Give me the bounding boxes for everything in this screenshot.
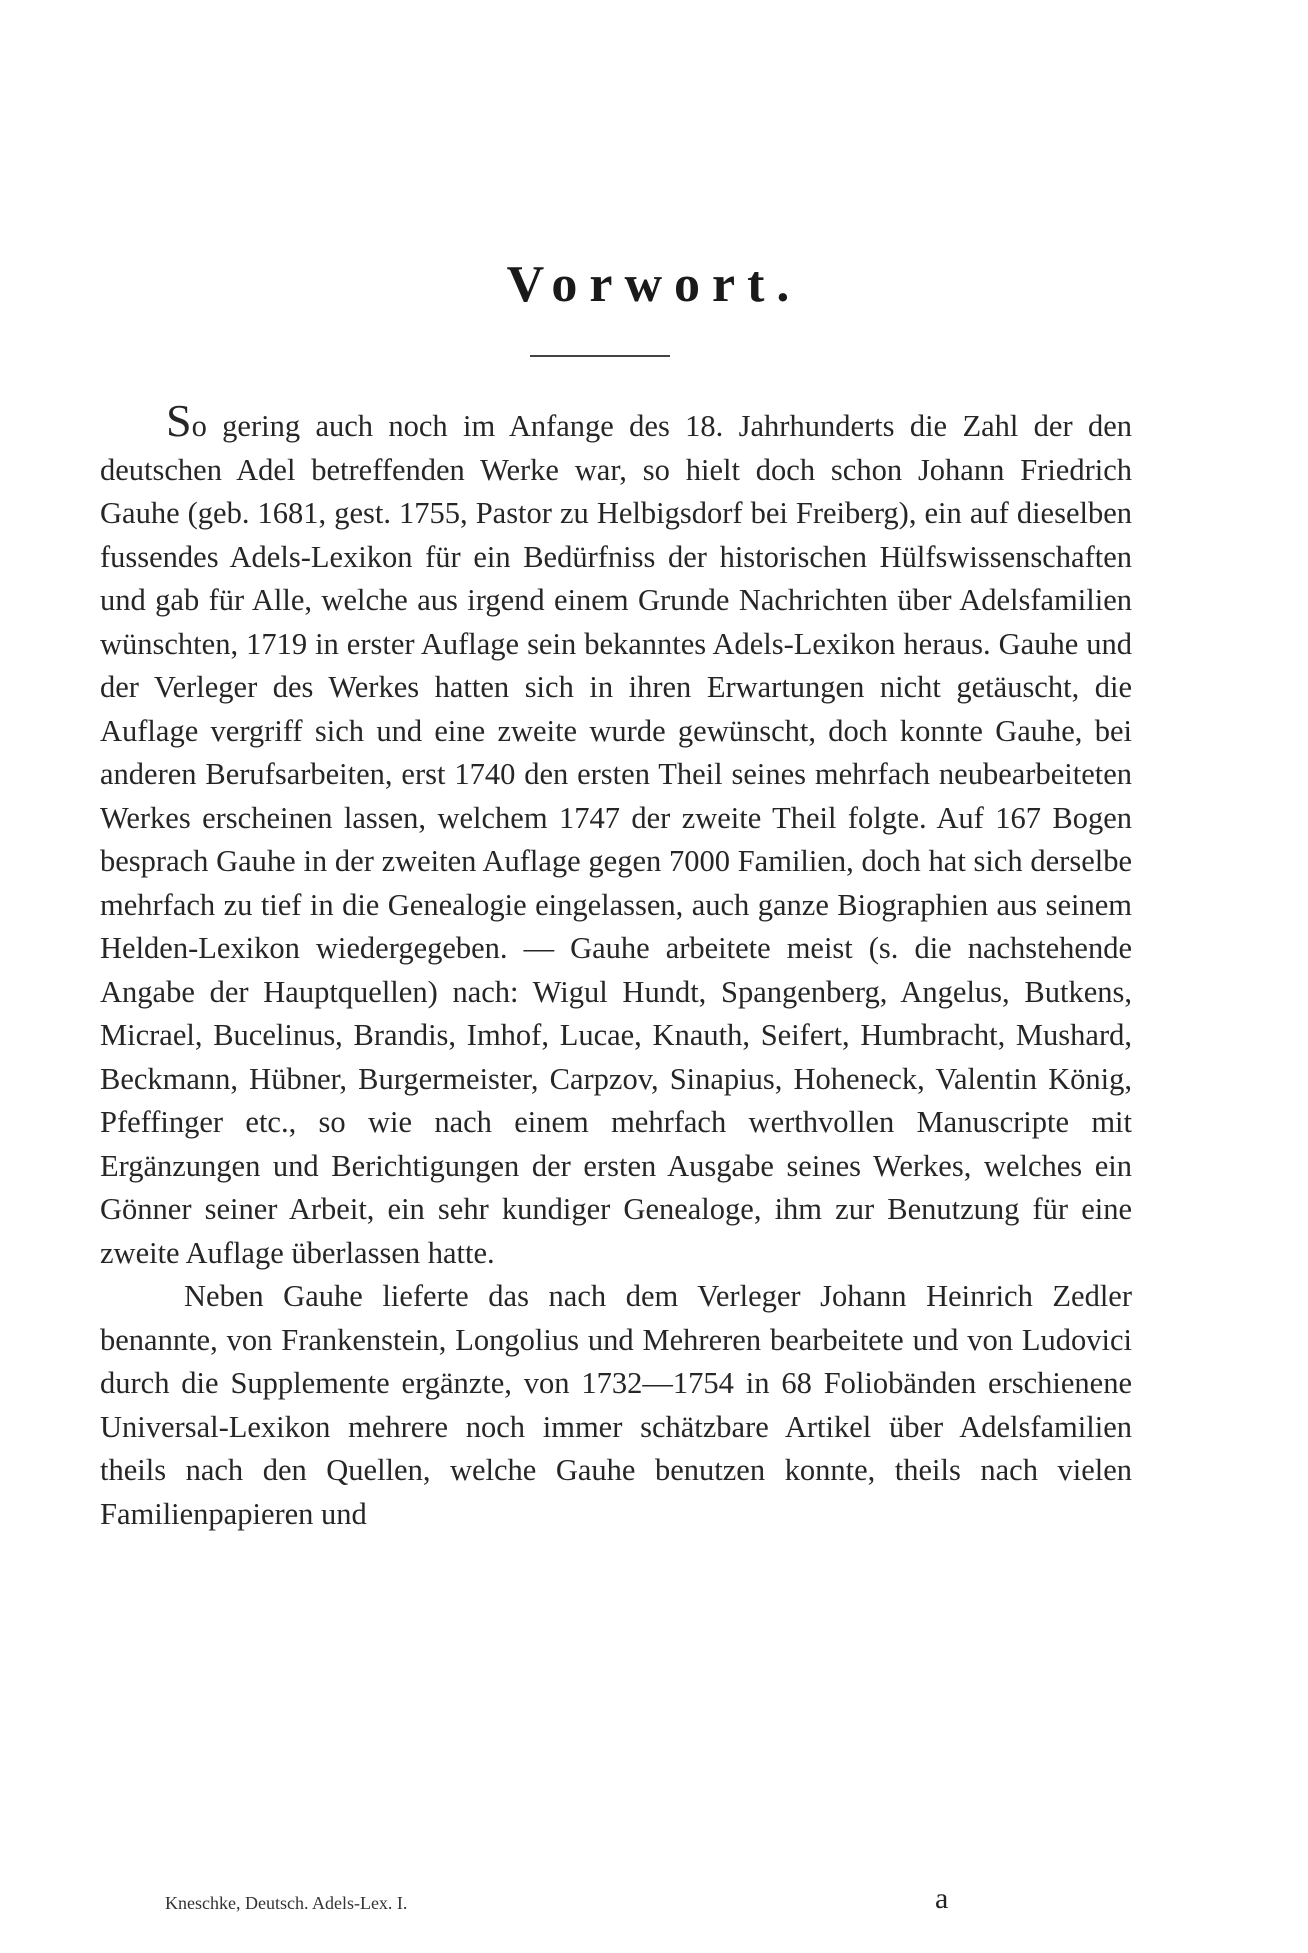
sheet-signature-mark: a: [935, 1882, 949, 1915]
paragraph-2-text: Neben Gauhe lieferte das nach dem Verleger Johann Heinrich Zedler benannte, von Frankenstein, Longolius und Mehreren bearbeitete und von Ludovici durch die Supplemente ergänzte, von 1732—1754 in 68 Foliobänden erschienene Universal-Lexikon mehrere noch immer schätzbare Artikel über Adelsfamilien theils nach den Quellen, welche Gauhe benutzen konnte, theils nach vielen Familienpapieren und: [100, 1279, 1132, 1531]
paragraph-1-text: o gering auch noch im Anfange des 18. Jahrhunderts die Zahl der den deutschen Adel betreffenden Werke war, so hielt doch schon Johann Friedrich Gauhe (geb. 1681, gest. 1755, Pastor zu Helbigsdorf bei Freiberg), ein auf dieselben fussendes Adels-Lexikon für ein Bedürfniss der historischen Hülfswissenschaften und gab für Alle, welche aus irgend einem Grunde Nachrichten über Adelsfamilien wünschten, 1719 in erster Auflage sein bekanntes Adels-Lexikon heraus. Gauhe und der Verleger des Werkes hatten sich in ihren Erwartungen nicht getäuscht, die Auflage vergriff sich und eine zweite wurde gewünscht, doch konnte Gauhe, bei anderen Berufsarbeiten, erst 1740 den ersten Theil seines mehrfach neubearbeiteten Werkes erscheinen lassen, welchem 1747 der zweite Theil folgte. Auf 167 Bogen besprach Gauhe in der zweiten Auflage gegen 7000 Familien, doch hat sich derselbe mehrfach zu tief in die Genealogie eingelassen, auch ganze Biographien aus seinem Helden-Lexikon wiedergegeben. — Gauhe arbeitete meist (s. die nachstehende Angabe der Hauptquellen) nach: Wigul Hundt, Spangenberg, Angelus, Butkens, Micrael, Bucelinus, Brandis, Imhof, Lucae, Knauth, Seifert, Humbracht, Mushard, Beckmann, Hübner, Burgermeister, Carpzov, Sinapius, Hoheneck, Valentin König, Pfeffinger etc., so wie nach einem mehrfach werthvollen Manuscripte mit Ergänzungen und Berichtigungen der ersten Ausgabe seines Werkes, welches ein Gönner seiner Arbeit, ein sehr kundiger Genealoge, ihm zur Benutzung für eine zweite Auflage überlassen hatte.: [100, 409, 1132, 1270]
footer-signature-line: Kneschke, Deutsch. Adels-Lex. I.: [165, 1893, 408, 1913]
dropcap-letter: S: [166, 395, 192, 446]
paragraph-1: [100, 395, 1132, 1275]
body-text: [100, 395, 1132, 1536]
page-title: Vorwort.: [506, 256, 802, 313]
title-divider: [530, 355, 670, 357]
paragraph-2: [100, 1275, 1132, 1536]
